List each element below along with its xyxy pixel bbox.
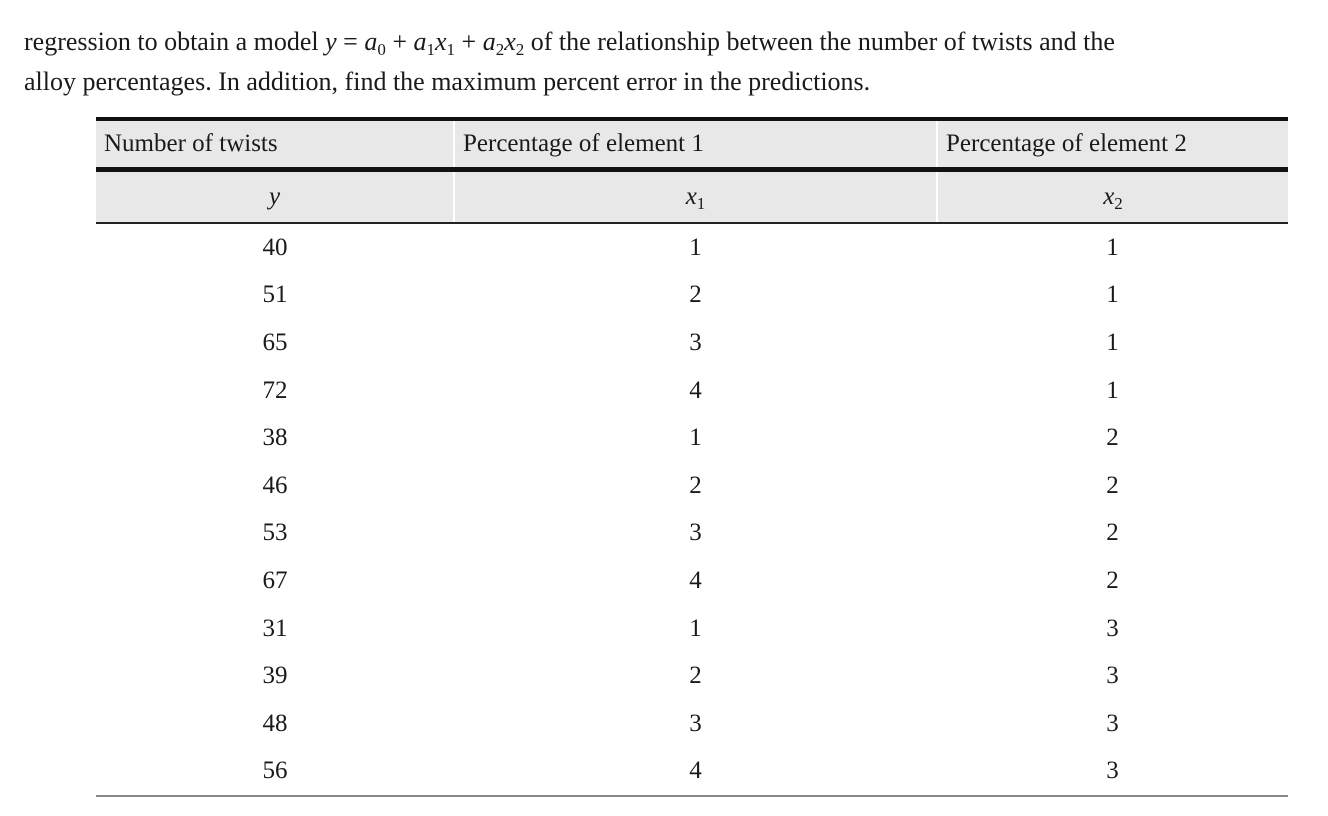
element-2-cell: 3 <box>1106 662 1119 690</box>
symbol-x1-sub: 1 <box>696 194 706 213</box>
twists-cell: 38 <box>262 424 288 452</box>
data-table <box>96 117 1288 797</box>
table-row <box>96 272 1288 320</box>
twists-cell: 67 <box>262 566 288 594</box>
element-1-cell: 4 <box>689 566 702 594</box>
element-1-cell: 4 <box>454 748 937 797</box>
element-1-cell: 3 <box>689 328 702 356</box>
element-1-cell: 2 <box>689 471 702 499</box>
twists-cell: 39 <box>262 662 288 690</box>
data-table-container <box>96 117 1288 797</box>
element-1-cell: 1 <box>689 614 702 642</box>
element-1-cell: 4 <box>689 376 702 404</box>
model-sub1-x: 1 <box>446 40 456 59</box>
model-plus-1: + <box>392 27 407 56</box>
twists-cell: 40 <box>262 233 288 261</box>
symbol-x1 <box>454 170 937 224</box>
element-2-cell: 1 <box>1106 376 1119 404</box>
element-2-cell: 1 <box>1106 233 1119 261</box>
symbol-row <box>96 170 1288 224</box>
symbol-y <box>96 170 454 224</box>
table-row <box>96 319 1288 367</box>
table-row <box>96 748 1288 797</box>
model-sub0: 0 <box>377 40 386 59</box>
element-1-cell: 3 <box>689 519 702 547</box>
model-sub2-a: 2 <box>495 40 505 59</box>
element-2-cell: 3 <box>1106 709 1119 737</box>
twists-cell: 65 <box>262 328 288 356</box>
twists-cell: 31 <box>262 614 288 642</box>
twists-cell: 51 <box>262 281 288 309</box>
element-1-cell: 3 <box>689 709 702 737</box>
element-1-cell: 2 <box>689 662 702 690</box>
table-row <box>96 462 1288 510</box>
model-equals: = <box>343 27 358 56</box>
element-1-cell: 1 <box>689 233 702 261</box>
header-element-2: Percentage of element 2 <box>937 119 1288 170</box>
model-a0: a <box>364 27 378 56</box>
element-2-cell: 2 <box>1106 566 1119 594</box>
model-a2: a <box>482 27 496 56</box>
element-1-cell: 1 <box>689 424 702 452</box>
problem-text <box>24 22 1314 102</box>
element-2-cell: 2 <box>1106 471 1119 499</box>
table-body <box>96 223 1288 796</box>
table-row <box>96 605 1288 653</box>
symbol-x2 <box>937 170 1288 224</box>
twists-cell: 56 <box>96 748 454 797</box>
model-a1: a <box>413 27 427 56</box>
element-2-cell: 3 <box>937 748 1288 797</box>
element-2-cell: 3 <box>1106 614 1119 642</box>
problem-line-1 <box>24 22 1314 62</box>
element-1-cell: 2 <box>689 281 702 309</box>
table-row <box>96 557 1288 605</box>
element-2-cell: 2 <box>1106 424 1119 452</box>
header-row <box>96 119 1288 170</box>
model-sub1-a: 1 <box>426 40 435 59</box>
twists-cell: 48 <box>262 709 288 737</box>
model-x2: x <box>504 27 516 56</box>
element-2-cell: 2 <box>1106 519 1119 547</box>
element-2-cell: 1 <box>1106 281 1119 309</box>
problem-line-2: alloy percentages. In addition, find the maximum percent error in the predictions. <box>24 67 871 96</box>
problem-line-1-pre: regression to obtain a model <box>24 27 319 56</box>
symbol-x2-base: x <box>1103 183 1115 210</box>
symbol-x1-base: x <box>685 183 697 210</box>
model-equation <box>325 27 525 59</box>
twists-cell: 46 <box>262 471 288 499</box>
table-row <box>96 223 1288 272</box>
table-row <box>96 510 1288 558</box>
twists-cell: 72 <box>262 376 288 404</box>
table-row <box>96 700 1288 748</box>
symbol-x2-sub: 2 <box>1114 194 1123 213</box>
twists-cell: 53 <box>262 519 288 547</box>
model-y: y <box>325 27 337 56</box>
table-row <box>96 652 1288 700</box>
symbol-y-base: y <box>268 183 281 210</box>
element-2-cell: 1 <box>1106 328 1119 356</box>
model-x1: x <box>435 27 447 56</box>
header-element-1: Percentage of element 1 <box>454 119 937 170</box>
problem-line-1-post: of the relationship between the number of twists and the <box>530 27 1115 56</box>
model-sub2-x: 2 <box>515 40 525 59</box>
model-plus-2: + <box>461 27 477 56</box>
table-row <box>96 414 1288 462</box>
table-row <box>96 367 1288 415</box>
header-twists: Number of twists <box>96 119 454 170</box>
